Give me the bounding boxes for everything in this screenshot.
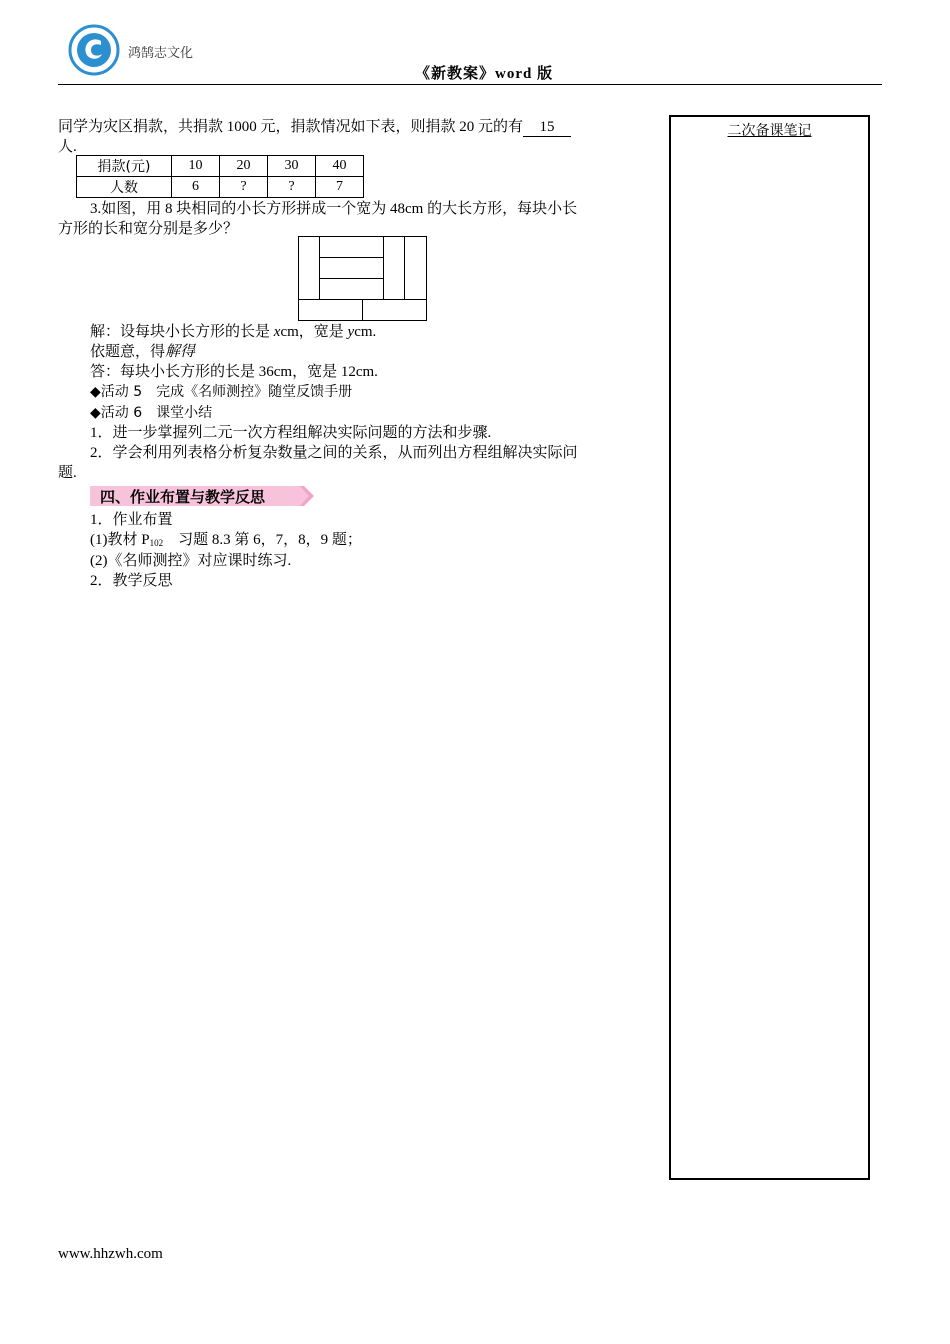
homework-text: 习题 8.3 第 6，7，8，9 题； — [163, 532, 362, 548]
problem3-line2: 方形的长和宽分别是多少？ — [58, 221, 239, 237]
solution-text: cm，宽是 — [280, 324, 348, 340]
homework-item-2: (2)《名师测控》对应课时练习. — [90, 553, 292, 569]
homework-text: (1)教材 P — [90, 532, 150, 548]
summary-item-2: 2．学会利用列表格分析复杂数量之间的关系，从而列出方程组解决实际问 — [90, 445, 578, 461]
answer-blank: 15 — [523, 119, 571, 137]
table-cell: ? — [220, 177, 268, 198]
table-cell: 30 — [268, 156, 316, 177]
header-rule — [58, 84, 882, 85]
solution-text: 解：设每块小长方形的长是 — [90, 324, 274, 340]
solution-line1 — [90, 322, 670, 342]
table-header-count: 人数 — [77, 177, 172, 198]
problem2-line2: 人. — [58, 139, 77, 155]
activity-6: ◆活动 6 课堂小结 — [90, 405, 213, 421]
problem2-line1 — [58, 117, 638, 137]
table-cell: 20 — [220, 156, 268, 177]
section-title: 四、作业布置与教学反思 — [100, 488, 266, 506]
company-logo — [68, 24, 120, 76]
table-row — [77, 156, 364, 177]
variable-x: x — [273, 324, 281, 340]
solution-line2 — [90, 342, 670, 362]
table-cell: 7 — [316, 177, 364, 198]
brand-name: 鸿鹄志文化 — [128, 46, 194, 61]
activity-5: ◆活动 5 完成《名师测控》随堂反馈手册 — [90, 384, 353, 400]
donation-table — [76, 155, 364, 198]
notes-title: 二次备课笔记 — [727, 123, 812, 139]
variable-y: y — [347, 324, 355, 340]
table-cell: ? — [268, 177, 316, 198]
notes-box — [669, 115, 870, 1180]
summary-item-2-cont: 题. — [58, 465, 77, 481]
problem2-text: 同学为灾区捐款，共捐款 1000 元，捐款情况如下表，则捐款 20 元的有 — [58, 119, 524, 135]
problem3-line1: 3.如图，用 8 块相同的小长方形拼成一个宽为 48cm 的大长方形，每块小长 — [90, 201, 578, 217]
footer-url: www.hhzwh.com — [58, 1246, 163, 1262]
table-header-amount: 捐款(元) — [77, 156, 172, 177]
table-row — [77, 177, 364, 198]
header-title: 《新教案》word 版 — [415, 66, 554, 82]
reflection-heading: 2．教学反思 — [90, 573, 173, 589]
table-cell: 10 — [172, 156, 220, 177]
homework-item-1 — [90, 530, 670, 553]
homework-heading: 1．作业布置 — [90, 512, 173, 528]
table-cell: 6 — [172, 177, 220, 198]
solution-answer: 答：每块小长方形的长是 36cm，宽是 12cm. — [90, 364, 378, 380]
summary-item-1: 1．进一步掌握列二元一次方程组解决实际问题的方法和步骤. — [90, 425, 492, 441]
solution-text-italic: 解得 — [165, 344, 196, 360]
solution-text: cm. — [354, 324, 377, 340]
solution-text: 依题意，得 — [90, 344, 166, 360]
page-number: 102 — [149, 538, 164, 548]
rectangle-tiling-figure — [298, 236, 428, 322]
table-cell: 40 — [316, 156, 364, 177]
